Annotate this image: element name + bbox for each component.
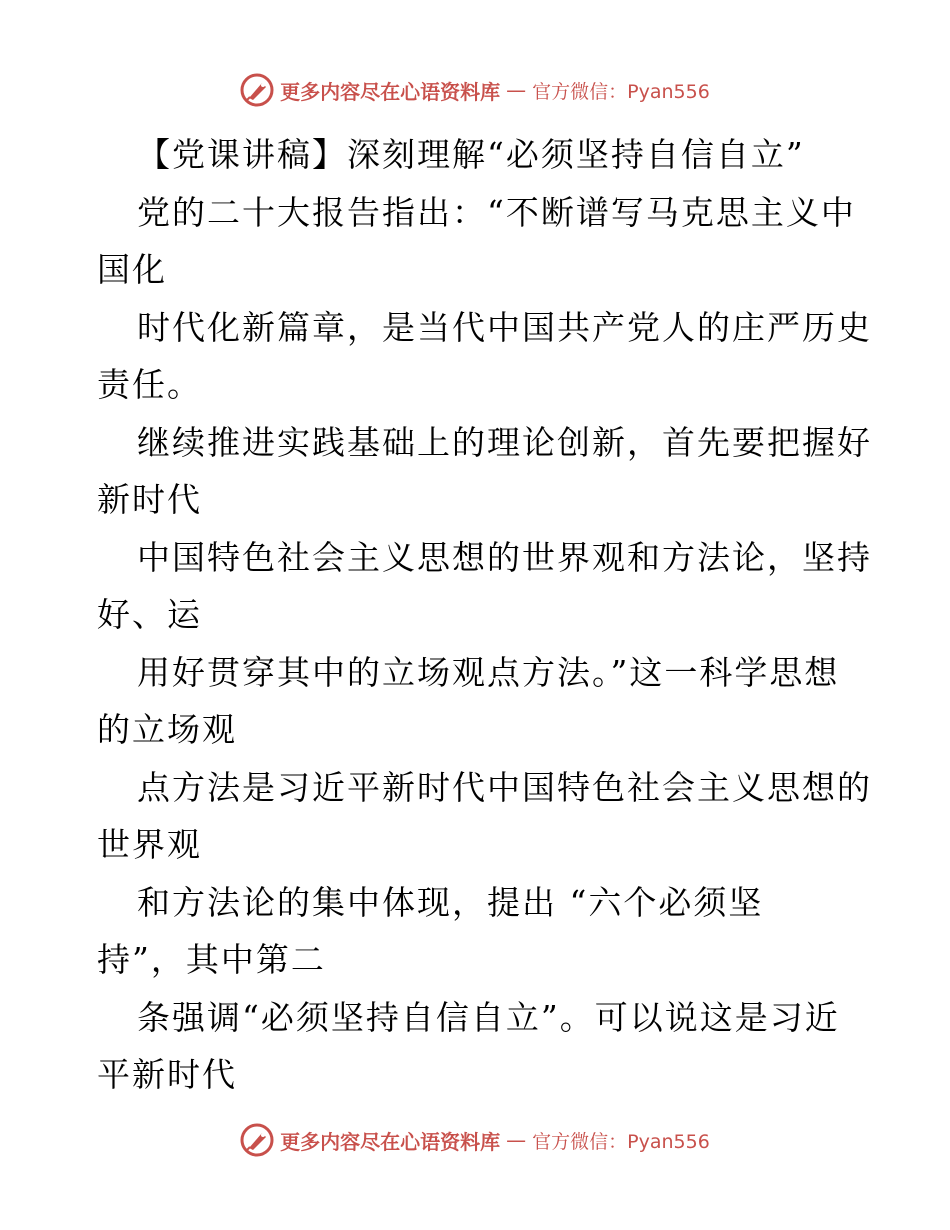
- paragraph-line: 和方法论的集中体现，提出 “六个必须坚: [137, 882, 764, 922]
- pen-nib-logo-icon: [240, 73, 274, 107]
- footer-banner-inner: [240, 1123, 710, 1157]
- paragraph-line: 中国特色社会主义思想的世界观和方法论，坚持: [137, 537, 872, 577]
- paragraph-line: 点方法是习近平新时代中国特色社会主义思想的: [137, 767, 872, 807]
- paragraph-line: 条强调“必须坚持自信自立”。可以说这是习近: [137, 997, 840, 1037]
- banner-dash: —: [506, 78, 527, 102]
- paragraph-line: 的立场观: [97, 710, 237, 749]
- paragraph-line: 持”，其中第二: [97, 940, 326, 979]
- paragraph-line: 国化: [97, 250, 167, 289]
- site-name-text: 更多内容尽在心语资料库: [280, 1129, 501, 1154]
- document-title: 【党课讲稿】深刻理解“必须坚持自信自立”: [137, 135, 805, 174]
- paragraph-line: 党的二十大报告指出：“不断谱写马克思主义中: [137, 192, 856, 232]
- header-banner-inner: [240, 73, 710, 107]
- paragraph-line: 时代化新篇章，是当代中国共产党人的庄严历史: [137, 307, 872, 347]
- paragraph-line: 好、运: [97, 595, 202, 634]
- paragraph-line: 世界观: [97, 825, 202, 864]
- paragraph-line: 用好贯穿其中的立场观点方法。”这一科学思想: [137, 652, 840, 692]
- banner-dash: —: [506, 1128, 527, 1152]
- footer-banner: [0, 1120, 950, 1160]
- site-name-text: 更多内容尽在心语资料库: [280, 79, 501, 104]
- paragraph-line: 平新时代: [97, 1055, 237, 1094]
- header-banner: [0, 70, 950, 110]
- wechat-contact-text: 官方微信：Pyan556: [532, 80, 710, 103]
- pen-nib-logo-icon: [240, 1123, 274, 1157]
- paragraph-line: 新时代: [97, 480, 202, 519]
- paragraph-line: 继续推进实践基础上的理论创新，首先要把握好: [137, 422, 872, 462]
- wechat-contact-text: 官方微信：Pyan556: [532, 1130, 710, 1153]
- document-body: [97, 126, 872, 1104]
- paragraph-line: 责任。: [97, 365, 202, 404]
